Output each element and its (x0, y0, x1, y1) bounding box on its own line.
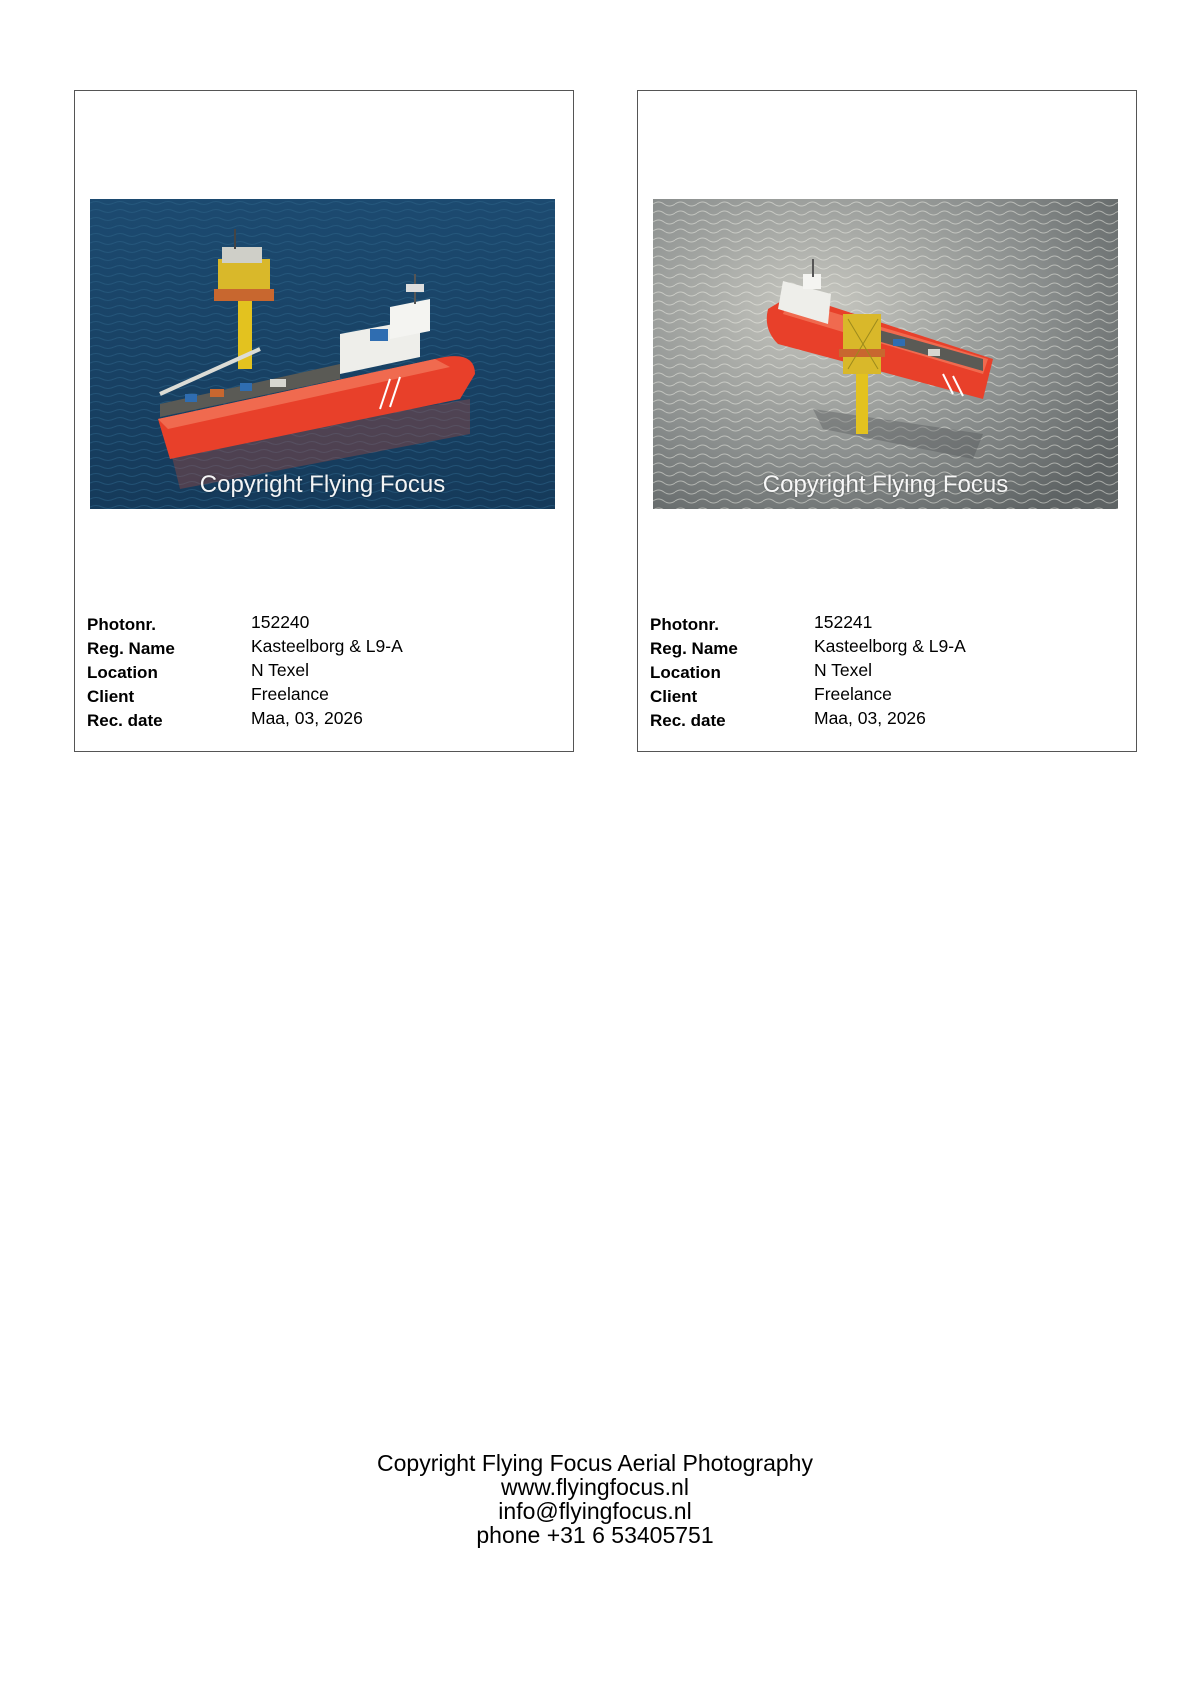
photo-card-2 (637, 90, 1137, 752)
field-label: Rec. date (87, 710, 163, 730)
photo-watermark: Copyright Flying Focus (762, 471, 1009, 498)
client-row (87, 683, 557, 707)
photo-metadata (650, 611, 1120, 731)
client-row (650, 683, 1120, 707)
footer-website-link[interactable]: www.flyingfocus.nl (501, 1474, 689, 1500)
field-value: Freelance (251, 683, 329, 704)
field-label: Reg. Name (87, 638, 175, 658)
field-label: Location (87, 662, 158, 682)
field-value: Maa, 03, 2026 (814, 707, 926, 728)
field-label: Location (650, 662, 721, 682)
vessel-photo-2 (653, 199, 1118, 509)
field-value: N Texel (814, 659, 873, 680)
field-value: Freelance (814, 683, 892, 704)
page-footer (0, 1451, 1190, 1547)
photo-metadata (87, 611, 557, 731)
photo-watermark: Copyright Flying Focus (199, 471, 446, 498)
field-value: Maa, 03, 2026 (251, 707, 363, 728)
photo-image-2[interactable] (653, 199, 1118, 509)
field-label: Rec. date (650, 710, 726, 730)
reg-name-row (87, 635, 557, 659)
footer-email-link[interactable]: info@flyingfocus.nl (498, 1498, 692, 1524)
field-label: Client (87, 686, 135, 706)
field-value: 152240 (251, 611, 310, 632)
field-label: Reg. Name (650, 638, 738, 658)
photo-card-1 (74, 90, 574, 752)
footer-copyright: Copyright Flying Focus Aerial Photography (377, 1450, 813, 1476)
photo-number-row (650, 611, 1120, 635)
rec-date-row (650, 707, 1120, 731)
field-label: Client (650, 686, 698, 706)
field-label: Photonr. (650, 614, 719, 634)
field-value: N Texel (251, 659, 310, 680)
location-row (650, 659, 1120, 683)
location-row (87, 659, 557, 683)
reg-name-row (650, 635, 1120, 659)
rec-date-row (87, 707, 557, 731)
photo-number-row (87, 611, 557, 635)
vessel-photo-1 (90, 199, 555, 509)
footer-phone: phone +31 6 53405751 (476, 1522, 714, 1548)
field-value: 152241 (814, 611, 873, 632)
field-value: Kasteelborg & L9-A (251, 635, 403, 656)
photo-image-1[interactable] (90, 199, 555, 509)
field-label: Photonr. (87, 614, 156, 634)
field-value: Kasteelborg & L9-A (814, 635, 966, 656)
